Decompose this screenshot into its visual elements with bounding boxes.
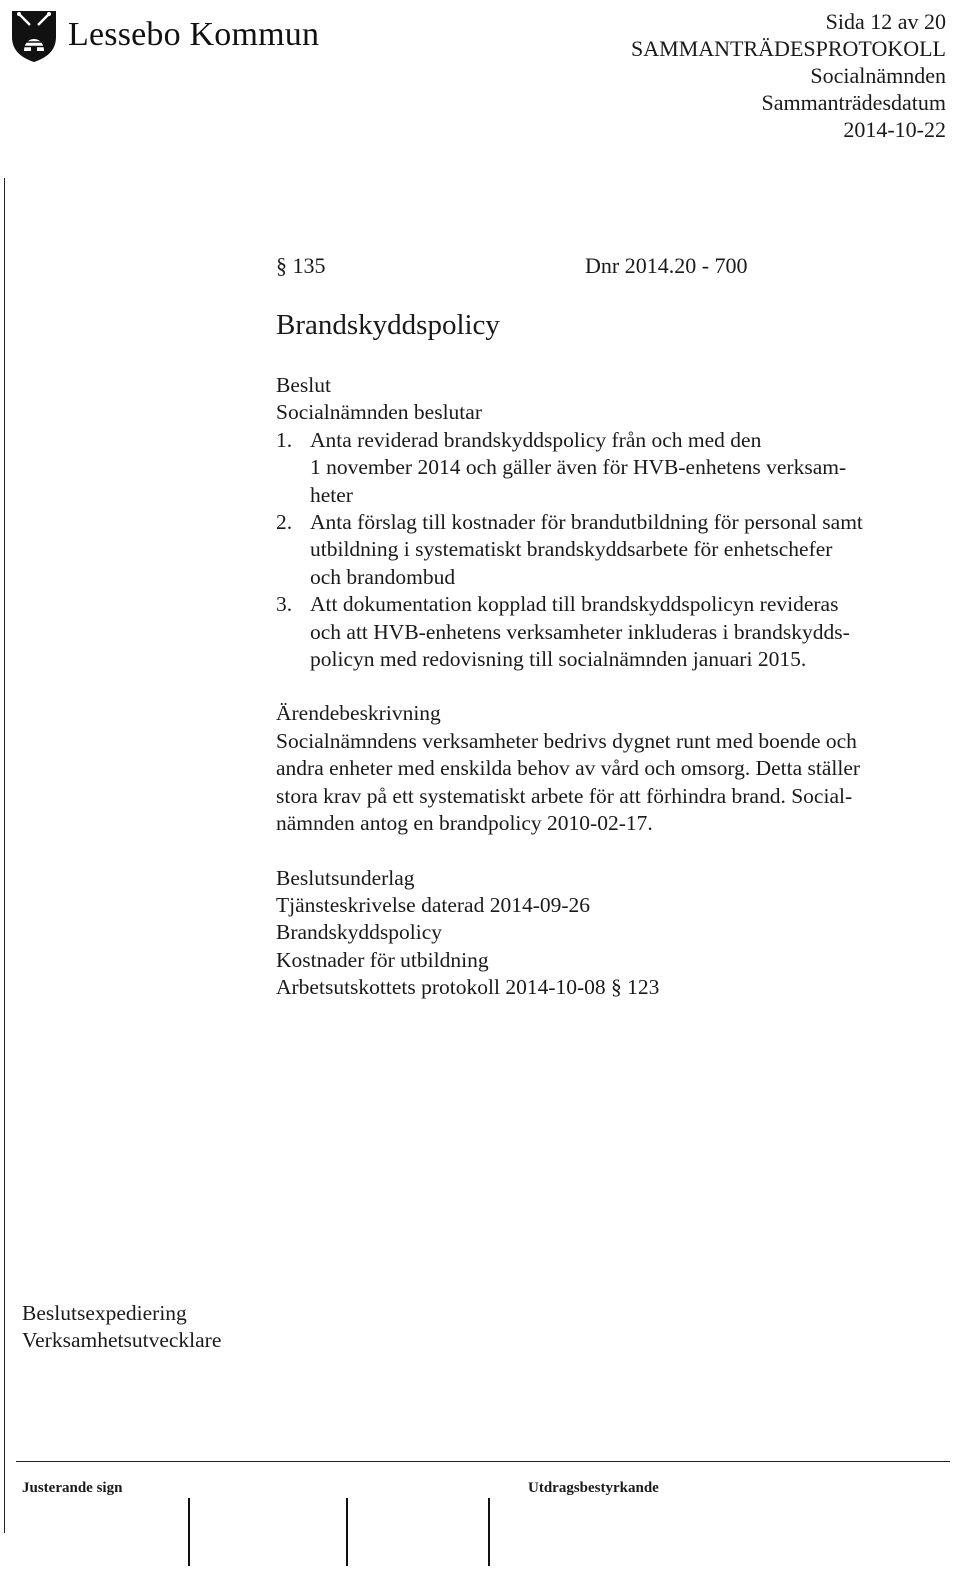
basis-item: Tjänsteskrivelse daterad 2014-09-26 bbox=[276, 892, 591, 917]
basis-item: Brandskyddspolicy bbox=[276, 920, 443, 945]
list-line: Att dokumentation kopplad till brandskyddspolicyn revideras bbox=[310, 592, 839, 617]
basis-item: Arbetsutskottets protokoll 2014-10-08 § 123 bbox=[276, 975, 660, 1000]
document-body bbox=[276, 372, 946, 1002]
coat-of-arms-icon bbox=[6, 7, 62, 63]
section-number: § 135 bbox=[276, 253, 326, 278]
extract-label: Utdragsbestyrkande bbox=[528, 1480, 659, 1496]
list-line: policyn med redovisning till socialnämnden januari 2015. bbox=[310, 647, 807, 672]
dispatch-recipient: Verksamhetsutvecklare bbox=[22, 1328, 222, 1353]
list-line: heter bbox=[310, 482, 353, 507]
municipality-logo bbox=[6, 6, 319, 64]
basis-heading: Beslutsunderlag bbox=[276, 865, 415, 890]
description-line: Socialnämndens verksamheter bedrivs dygnet runt med boende och bbox=[276, 728, 857, 753]
margin-rule bbox=[4, 178, 5, 1533]
logo-text: Lessebo Kommun bbox=[68, 16, 320, 53]
decision-list bbox=[276, 427, 946, 674]
list-number: 2. bbox=[276, 510, 293, 535]
board-name: Socialnämnden bbox=[810, 63, 946, 88]
decision-intro: Socialnämnden beslutar bbox=[276, 400, 482, 425]
list-number: 3. bbox=[276, 592, 293, 617]
meeting-date-label: Sammanträdesdatum bbox=[761, 90, 946, 115]
list-line: 1 november 2014 och gäller även för HVB-enhetens verksam- bbox=[310, 455, 847, 480]
description-line: stora krav på ett systematiskt arbete för att förhindra brand. Social- bbox=[276, 783, 853, 808]
meeting-date: 2014-10-22 bbox=[843, 117, 946, 142]
list-line: Anta förslag till kostnader för brandutbildning för personal samt bbox=[310, 510, 863, 535]
list-item bbox=[276, 509, 946, 591]
list-item bbox=[276, 591, 946, 673]
description-line: andra enheter med enskilda behov av vård och omsorg. Detta ställer bbox=[276, 756, 861, 781]
description-heading: Ärendebeskrivning bbox=[276, 701, 441, 726]
page-number: Sida 12 av 20 bbox=[825, 9, 946, 34]
list-line: utbildning i systematiskt brandskyddsarbete för enhetschefer bbox=[310, 537, 833, 562]
footer-rule bbox=[16, 1461, 950, 1462]
signature-divider bbox=[488, 1498, 490, 1566]
list-line: och brandombud bbox=[310, 564, 456, 589]
basis-item: Kostnader för utbildning bbox=[276, 947, 489, 972]
decision-heading: Beslut bbox=[276, 373, 331, 397]
list-line: Anta reviderad brandskyddspolicy från och med den bbox=[310, 427, 762, 452]
sign-label: Justerande sign bbox=[22, 1480, 123, 1496]
page-header bbox=[631, 8, 946, 143]
signature-divider bbox=[346, 1498, 348, 1566]
list-line: och att HVB-enhetens verksamheter inkluderas i brandskydds- bbox=[310, 619, 850, 644]
dispatch-block bbox=[22, 1300, 221, 1355]
description-line: nämnden antog en brandpolicy 2010-02-17. bbox=[276, 811, 653, 836]
dispatch-heading: Beslutsexpediering bbox=[22, 1301, 187, 1325]
signature-divider bbox=[188, 1498, 190, 1566]
protocol-title: SAMMANTRÄDESPROTOKOLL bbox=[631, 36, 946, 61]
list-number: 1. bbox=[276, 427, 293, 452]
list-item bbox=[276, 427, 946, 509]
diary-number: Dnr 2014.20 - 700 bbox=[585, 253, 748, 278]
page-title: Brandskyddspolicy bbox=[276, 309, 500, 341]
